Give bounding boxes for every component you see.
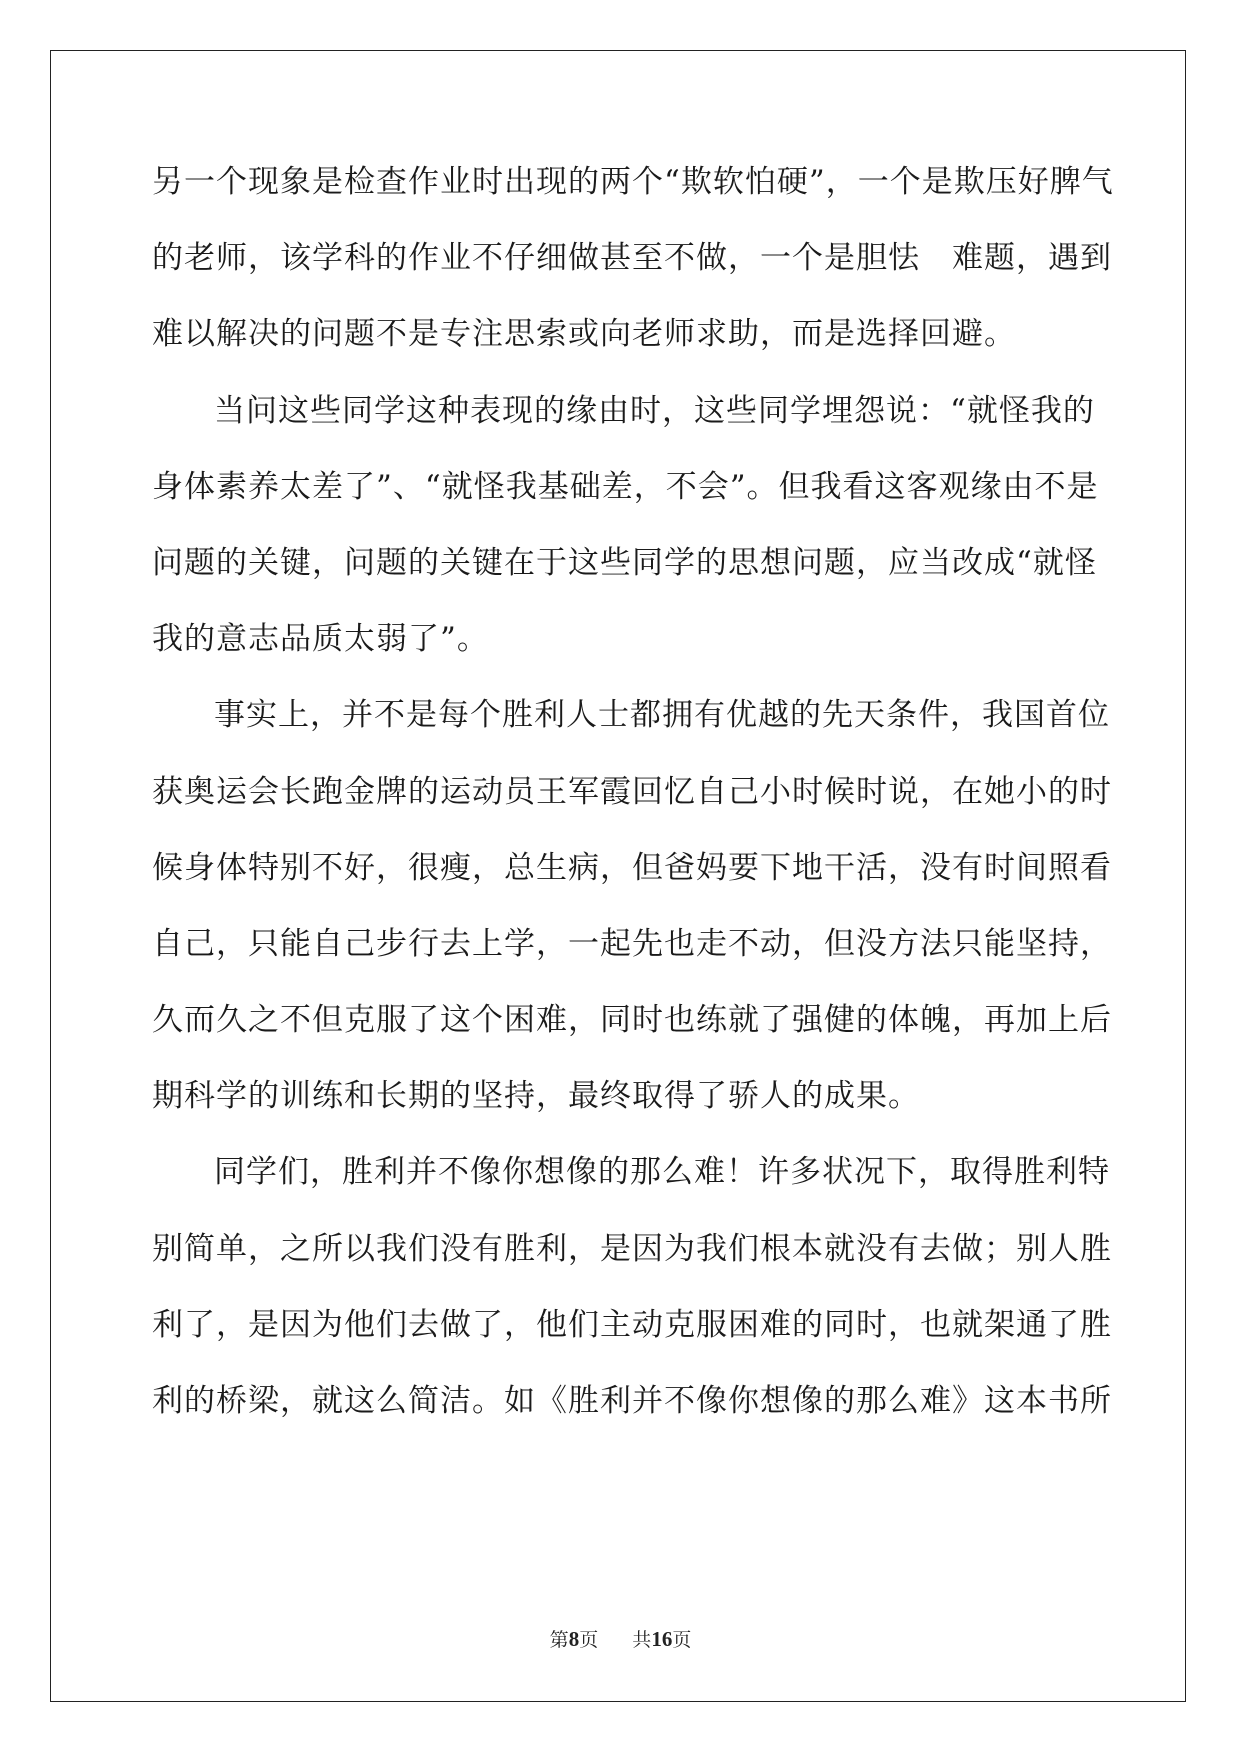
total-pages: 16 xyxy=(651,1627,673,1651)
text-line: 别简单，之所以我们没有胜利，是因为我们根本就没有去做；别人胜 xyxy=(152,1230,1112,1267)
text-line: 同学们，胜利并不像你想像的那么难！许多状况下，取得胜利特 xyxy=(214,1154,1110,1191)
text-line: 身体素养太差了”、“就怪我基础差，不会”。但我看这客观缘由不是 xyxy=(152,468,1099,505)
text-line: 获奥运会长跑金牌的运动员王军霞回忆自己小时候时说，在她小的时 xyxy=(152,773,1112,810)
text-line: 的老师，该学科的作业不仔细做甚至不做，一个是胆怯 难题，遇到 xyxy=(152,240,1112,277)
document-body xyxy=(152,160,1114,1455)
text-line: 当问这些同学这种表现的缘由时，这些同学埋怨说：“就怪我的 xyxy=(214,392,1095,429)
page-footer xyxy=(0,1625,1241,1652)
total-prefix: 共 xyxy=(632,1629,652,1651)
page-prefix: 第 xyxy=(549,1629,569,1651)
text-line: 利的桥梁，就这么简洁。如《胜利并不像你想像的那么难》这本书所 xyxy=(152,1383,1112,1419)
text-line: 事实上，并不是每个胜利人士都拥有优越的先天条件，我国首位 xyxy=(214,697,1110,734)
text-line: 久而久之不但克服了这个困难，同时也练就了强健的体魄，再加上后 xyxy=(152,1002,1112,1039)
text-line: 候身体特别不好，很瘦，总生病，但爸妈要下地干活，没有时间照看 xyxy=(152,849,1112,886)
page-suffix: 页 xyxy=(579,1629,599,1651)
text-line: 我的意志品质太弱了”。 xyxy=(152,621,489,658)
text-line: 另一个现象是检查作业时出现的两个“欺软怕硬”，一个是欺压好脾气 xyxy=(152,164,1114,200)
text-line: 自己，只能自己步行去上学，一起先也走不动，但没方法只能坚持， xyxy=(152,925,1112,962)
total-suffix: 页 xyxy=(672,1629,692,1651)
text-line: 问题的关键，问题的关键在于这些同学的思想问题，应当改成“就怪 xyxy=(152,544,1097,581)
total-pages-indicator xyxy=(632,1625,691,1652)
text-line: 利了，是因为他们去做了，他们主动克服困难的同时，也就架通了胜 xyxy=(152,1306,1112,1343)
page-number: 8 xyxy=(568,1627,580,1651)
page-indicator xyxy=(550,1625,599,1652)
text-line: 期科学的训练和长期的坚持，最终取得了骄人的成果。 xyxy=(152,1078,920,1115)
text-line: 难以解决的问题不是专注思索或向老师求助，而是选择回避。 xyxy=(152,316,1016,353)
